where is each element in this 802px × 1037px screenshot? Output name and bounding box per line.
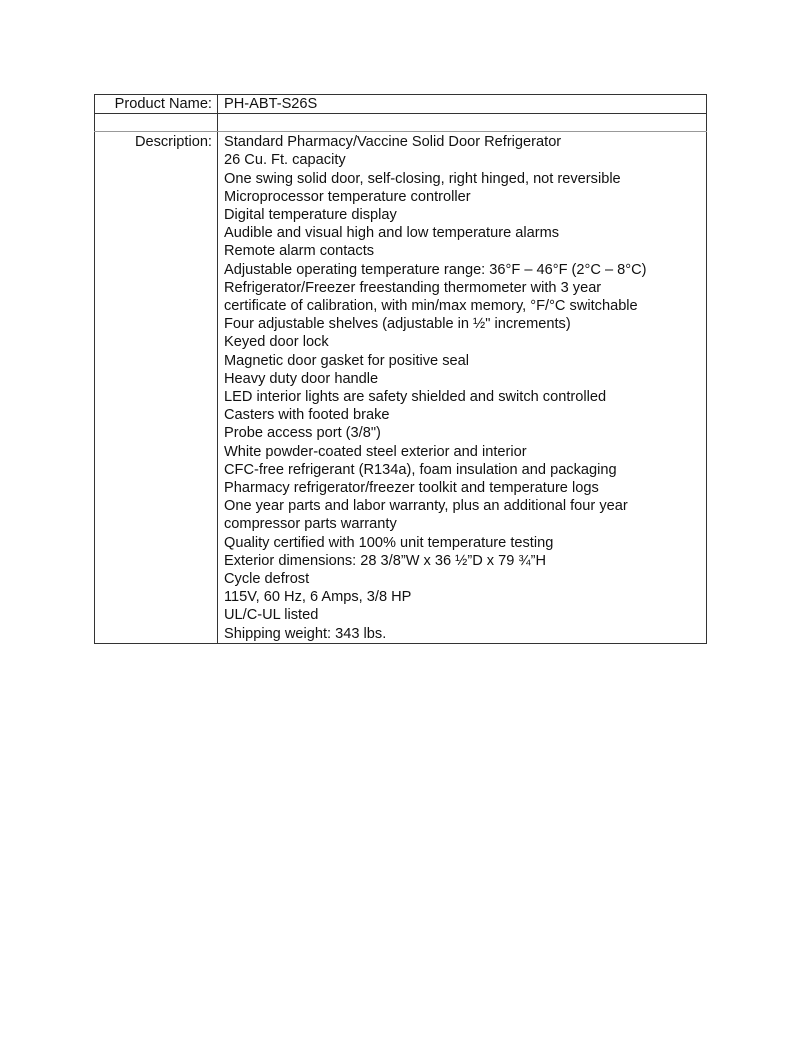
description-line: Audible and visual high and low temperature alarms [224,225,560,242]
description-line: Magnetic door gasket for positive seal [224,352,469,369]
description-line: 115V, 60 Hz, 6 Amps, 3/8 HP [224,589,412,606]
description-line: compressor parts warranty [224,516,397,533]
description-line: One swing solid door, self-closing, right hinged, not reversible [224,170,621,187]
description-line: Pharmacy refrigerator/freezer toolkit and temperature logs [224,480,599,497]
product-spec-table [94,94,707,644]
description-line: UL/C-UL listed [224,607,319,624]
spacer-row [95,114,707,132]
description-line: CFC-free refrigerant (R134a), foam insulation and packaging [224,461,617,478]
description-line: Four adjustable shelves (adjustable in ½" increments) [224,316,571,333]
description-line: Quality certified with 100% unit temperature testing [224,534,554,551]
description-line: Shipping weight: 343 lbs. [224,625,387,642]
description-line: Standard Pharmacy/Vaccine Solid Door Refrigerator [224,134,562,151]
spacer-cell-label [95,114,218,132]
description-line: Heavy duty door handle [224,370,379,387]
description-line: certificate of calibration, with min/max memory, °F/°C switchable [224,298,638,315]
description-line: Remote alarm contacts [224,243,375,260]
spacer-cell-value [218,114,707,132]
description-line: Cycle defrost [224,571,310,588]
description-row [95,132,707,644]
description-line: Casters with footed brake [224,407,390,424]
description-label: Description: [95,132,218,644]
description-line: Microprocessor temperature controller [224,188,471,205]
description-line: Exterior dimensions: 28 3/8”W x 36 ½”D x 79 ¾”H [224,552,546,569]
description-list [218,132,707,644]
product-name-label: Product Name: [95,95,218,114]
product-name-value: PH-ABT-S26S [218,95,707,114]
product-name-row [95,95,707,114]
description-line: Keyed door lock [224,334,329,351]
description-line: White powder-coated steel exterior and interior [224,443,527,460]
description-line: One year parts and labor warranty, plus an additional four year [224,498,628,515]
description-line: Refrigerator/Freezer freestanding thermometer with 3 year [224,279,602,296]
description-line: Digital temperature display [224,207,397,224]
description-line: Probe access port (3/8") [224,425,381,442]
description-line: LED interior lights are safety shielded and switch controlled [224,389,607,406]
description-line: 26 Cu. Ft. capacity [224,152,346,169]
description-line: Adjustable operating temperature range: 36°F – 46°F (2°C – 8°C) [224,261,647,278]
